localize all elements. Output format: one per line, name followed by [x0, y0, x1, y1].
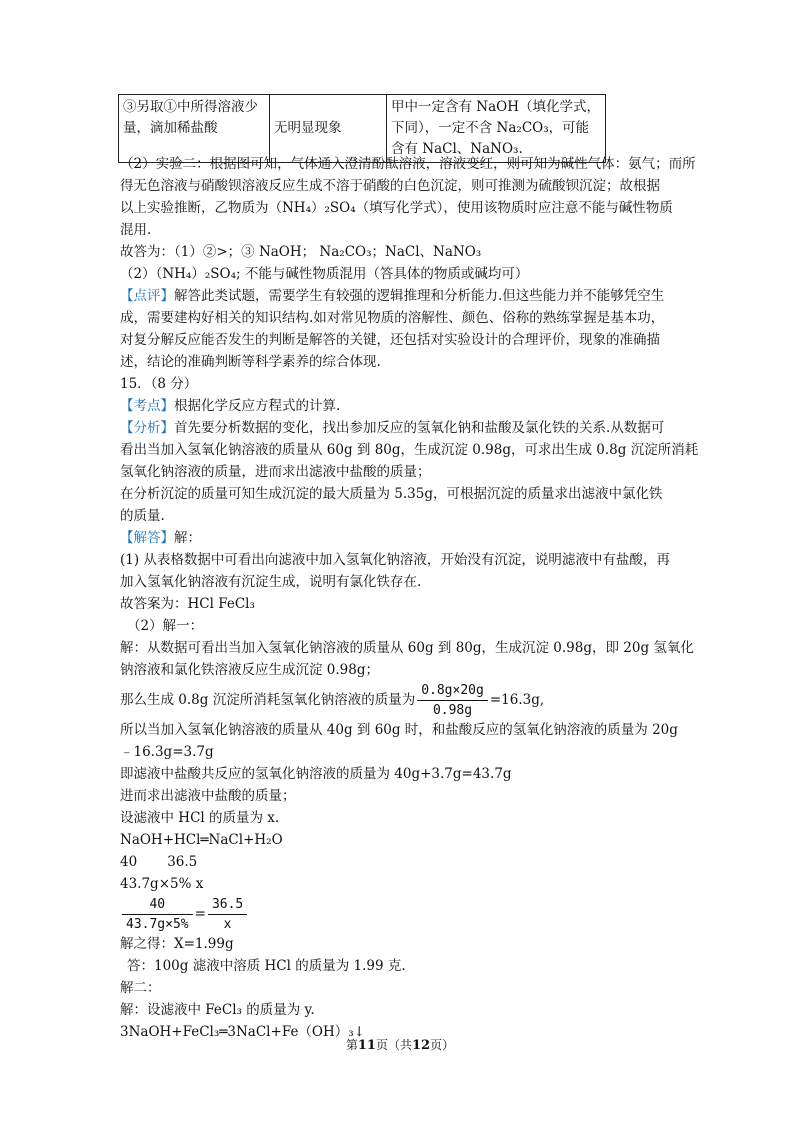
text-line: （2）（NH₄）₂SO₄; 不能与碱性物质混用（答具体的物质或碱均可） [120, 266, 529, 282]
answer-tag: 【解答】 [120, 530, 174, 546]
text-line: （2）解一： [127, 618, 204, 634]
text-line: 对复分解反应能否发生的判断是解答的关键，还包括对实验设计的合理评价，现象的准确描 [120, 332, 660, 348]
fraction-numerator: 0.8g×20g [417, 681, 488, 701]
fraction [417, 681, 488, 720]
fraction-numerator: 36.5 [208, 895, 247, 915]
text-line: 在分析沉淀的质量可知生成沉淀的最大质量为 5.35g，可根据沉淀的质量求出滤液中氯化铁 [120, 486, 663, 502]
text-line: 看出当加入氢氧化钠溶液的质量从 60g 到 80g，生成沉淀 0.98g，可求出生成 0.8g 沉淀所消耗 [120, 442, 699, 458]
text-line: 混用. [120, 222, 152, 238]
text-span: 根据化学反应方程式的计算. [174, 398, 341, 414]
table-cell-phenomenon: 无明显现象 [270, 95, 387, 163]
text-line: ﹣16.3g=3.7g [120, 744, 214, 760]
text-line: 以上实验推断，乙物质为（NH₄）₂SO₄（填写化学式），使用该物质时应注意不能与碱性物质 [120, 200, 673, 216]
text-span: 那么生成 0.8g 沉淀所消耗氢氧化钠溶液的质量为 [120, 692, 416, 708]
text-line: 故答为：（1）②>；③ NaOH； Na₂CO₃；NaCl、NaNO₃ [120, 244, 482, 260]
fraction-line [120, 681, 686, 719]
fraction-numerator: 40 [122, 895, 193, 915]
text-line: 得无色溶液与硝酸钡溶液反应生成不溶于硝酸的白色沉淀，则可推测为硫酸钡沉淀；故根据 [120, 178, 660, 194]
solution-text [120, 153, 699, 1043]
equals-sign: = [194, 906, 206, 922]
footer-text: 页（共 [375, 1038, 412, 1052]
text-line: 钠溶液和氯化铁溶液反应生成沉淀 0.98g； [120, 662, 379, 678]
question-number: 15．（8 分） [120, 376, 198, 392]
analysis-line [120, 417, 686, 439]
text-line: 解：设滤液中 FeCl₃ 的质量为 y. [120, 1002, 315, 1018]
equation-line: 40 36.5 [120, 854, 198, 870]
answer-line [120, 527, 686, 549]
text-span: 首先要分析数据的变化，找出参加反应的氢氧化钠和盐酸及氯化铁的关系.从数据可 [174, 420, 665, 436]
text-line: 答：100g 滤液中溶质 HCl 的质量为 1.99 克. [127, 958, 406, 974]
analysis-tag: 【分析】 [120, 420, 174, 436]
fraction [208, 895, 247, 934]
text-line: 故答案为：HCl FeCl₃ [120, 596, 255, 612]
proportion-line [120, 895, 686, 933]
fraction-denominator: 43.7g×5% [126, 916, 189, 932]
text-line: 解之得：X=1.99g [120, 936, 234, 952]
page-number: 11 [357, 1038, 376, 1053]
equation-line: NaOH+HCl═NaCl+H₂O [120, 832, 283, 848]
footer-text: 页） [430, 1038, 455, 1052]
text-line: 述，结论的准确判断等科学素养的综合体现. [120, 354, 381, 370]
text-line: 解二： [120, 980, 161, 996]
fraction-denominator: 0.98g [432, 702, 473, 718]
text-line: 氢氧化钠溶液的质量，进而求出滤液中盐酸的质量； [120, 464, 431, 480]
text-line: 成，需要建构好相关的知识结构.如对常见物质的溶解性、颜色、俗称的熟练掌握是基本功， [120, 310, 665, 326]
equation-line: 3NaOH+FeCl₃═3NaCl+Fe（OH）₃↓ [120, 1024, 365, 1040]
text-span: =16.3g, [489, 692, 545, 708]
fraction-denominator: x [223, 916, 232, 932]
text-line: 进而求出滤液中盐酸的质量； [120, 788, 296, 804]
text-line: (1) 从表格数据中可看出向滤液中加入氢氧化钠溶液，开始没有沉淀，说明滤液中有盐酸，再 [120, 552, 670, 568]
table-cell-step: ③另取①中所得溶液少量，滴加稀盐酸 [119, 95, 270, 163]
comment-line [120, 285, 686, 307]
text-line: （2）实验二：根据图可知，气体通入澄清酚酞溶液，溶液变红，则可知为碱性气体：氨气；而所 [120, 156, 696, 172]
text-span: 解答此类试题，需要学生有较强的逻辑推理和分析能力.但这些能力并不能够凭空生 [174, 288, 665, 304]
text-line: 的质量. [120, 508, 165, 524]
topic-tag: 【考点】 [120, 398, 174, 414]
text-line: 设滤液中 HCl 的质量为 x. [120, 810, 280, 826]
topic-line [120, 395, 686, 417]
text-line: 解：从数据可看出当加入氢氧化钠溶液的质量从 60g 到 80g，生成沉淀 0.98g，即 20g 氢氧化 [120, 640, 694, 656]
footer-text: 第 [345, 1038, 358, 1052]
text-line: 所以当加入氢氧化钠溶液的质量从 40g 到 60g 时，和盐酸反应的氢氧化钠溶液的质量为 20g [120, 722, 678, 738]
fraction [122, 895, 193, 934]
text-line: 加入氢氧化钠溶液有沉淀生成，说明有氯化铁存在. [120, 574, 422, 590]
page-total: 12 [412, 1038, 431, 1053]
page-footer [0, 1036, 800, 1053]
comment-tag: 【点评】 [120, 288, 174, 304]
text-line: 即滤液中盐酸共反应的氢氧化钠溶液的质量为 40g+3.7g=43.7g [120, 766, 512, 782]
text-span: 解： [174, 530, 201, 546]
equation-line: 43.7g×5% x [120, 876, 204, 892]
table-cell-conclusion: 甲中一定含有 NaOH（填化学式，下同），一定不含 Na₂CO₃，可能含有 NaCl、NaNO₃. [387, 95, 606, 163]
